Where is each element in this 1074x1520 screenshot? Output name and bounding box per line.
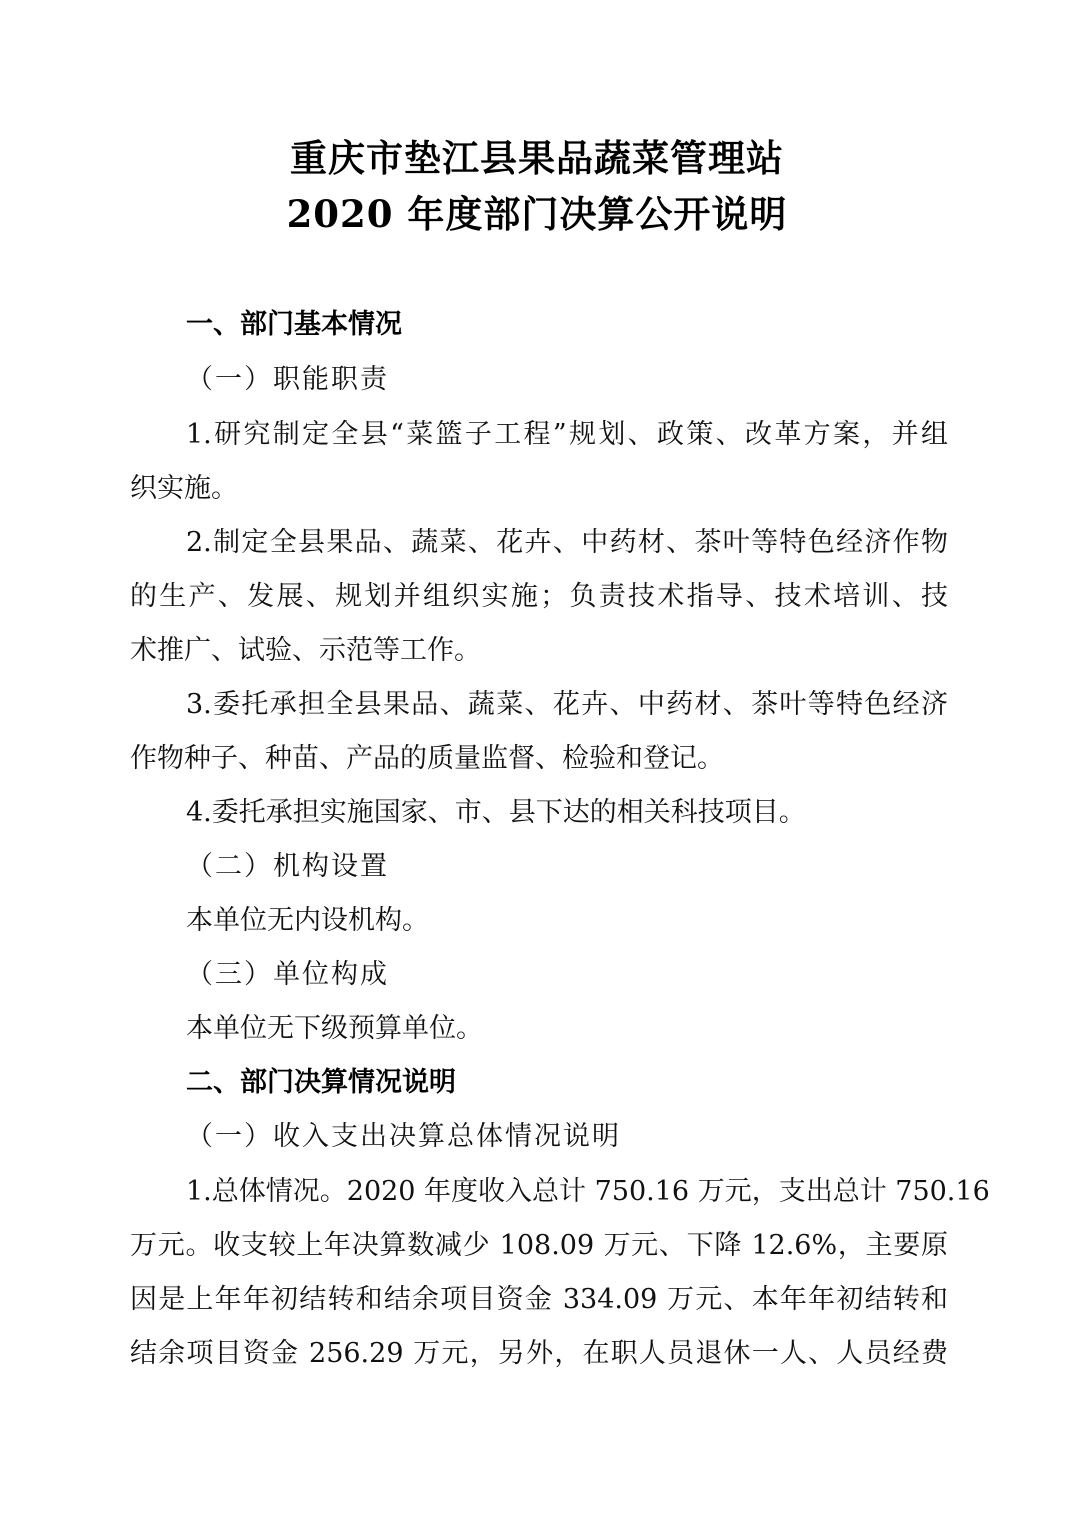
- org-structure-text: 本单位无内设机构。: [186, 905, 429, 936]
- duty-item-1-line-2: 织实施。: [130, 473, 238, 504]
- section-2-heading: 二、部门决算情况说明: [186, 1067, 456, 1098]
- duty-item-3-line-2: 作物种子、种苗、产品的质量监督、检验和登记。: [130, 743, 724, 774]
- duty-item-2-line-2: 的生产、发展、规划并组织实施；负责技术指导、技术培训、技: [130, 581, 948, 612]
- duty-item-3-line-1: 3.委托承担全县果品、蔬菜、花卉、中药材、茶叶等特色经济: [186, 689, 948, 720]
- overview-paragraph-line-1: 1.总体情况。2020 年度收入总计 750.16 万元，支出总计 750.16: [186, 1176, 990, 1207]
- duty-item-4-line-1: 4.委托承担实施国家、市、县下达的相关科技项目。: [186, 797, 806, 828]
- overview-paragraph-line-3: 因是上年年初结转和结余项目资金 334.09 万元、本年年初结转和: [130, 1284, 948, 1315]
- subsection-1-2-heading: （二）机构设置: [186, 851, 389, 882]
- document-title-line-1: 重庆市垫江县果品蔬菜管理站: [290, 136, 784, 180]
- subsection-2-1-heading: （一）收入支出决算总体情况说明: [186, 1121, 621, 1152]
- overview-paragraph-line-4: 结余项目资金 256.29 万元，另外，在职人员退休一人、人员经费: [130, 1338, 948, 1369]
- overview-paragraph-line-2: 万元。收支较上年决算数减少 108.09 万元、下降 12.6%，主要原: [130, 1230, 948, 1261]
- duty-item-2-line-1: 2.制定全县果品、蔬菜、花卉、中药材、茶叶等特色经济作物: [186, 527, 948, 558]
- section-1-heading: 一、部门基本情况: [186, 309, 402, 340]
- subsection-1-1-heading: （一）职能职责: [186, 364, 389, 395]
- document-title-line-2: 2020 年度部门决算公开说明: [286, 192, 788, 236]
- unit-composition-text: 本单位无下级预算单位。: [186, 1013, 483, 1044]
- subsection-1-3-heading: （三）单位构成: [186, 959, 389, 990]
- duty-item-1-line-1: 1.研究制定全县“菜篮子工程”规划、政策、改革方案，并组: [186, 419, 948, 450]
- duty-item-2-line-3: 术推广、试验、示范等工作。: [130, 635, 481, 666]
